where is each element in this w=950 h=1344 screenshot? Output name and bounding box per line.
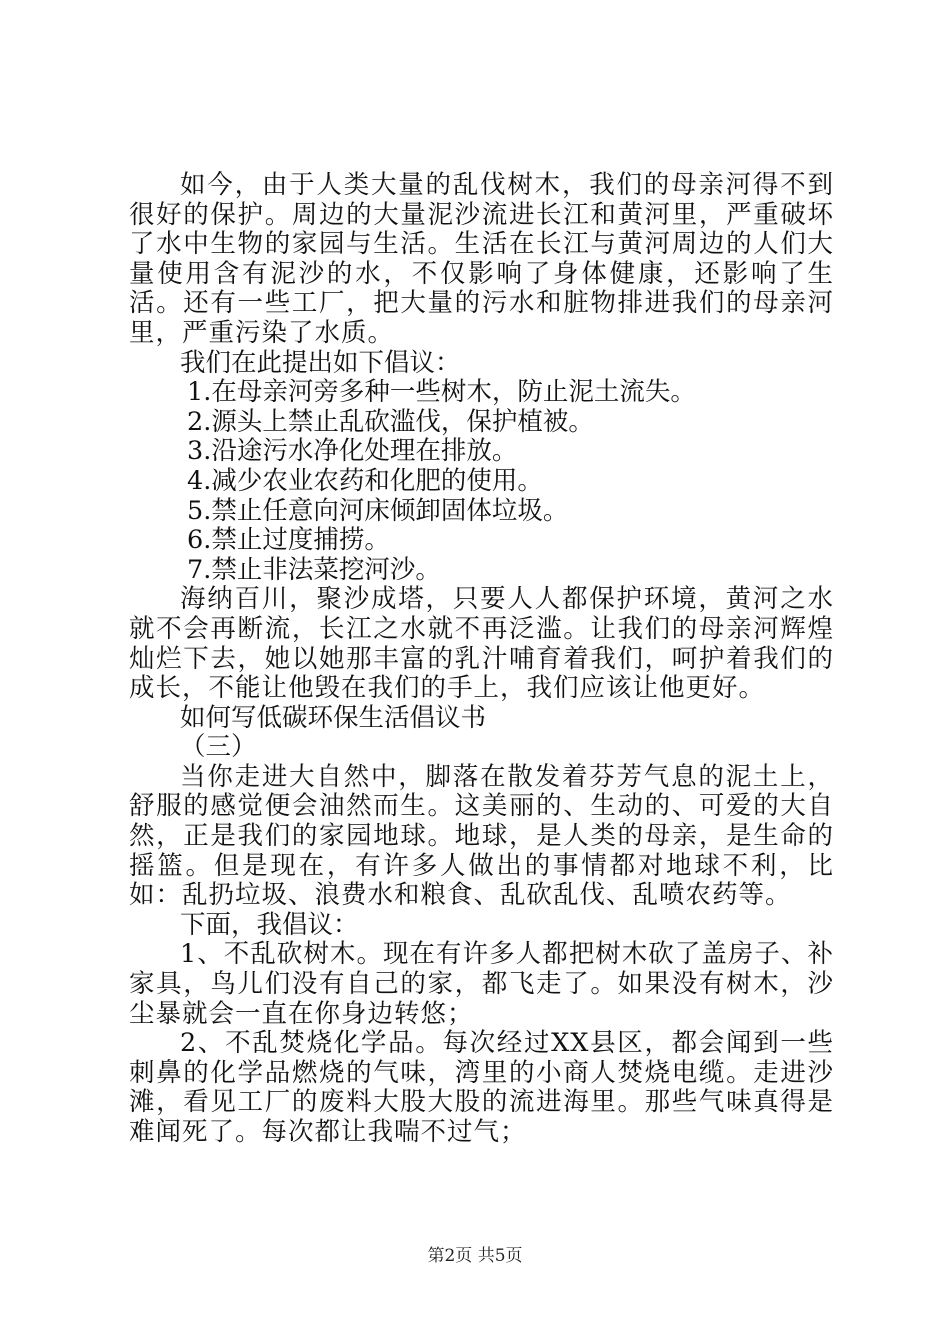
page-footer: 第2页 共5页 <box>427 1246 523 1266</box>
list-item: 7.禁止非法菜挖河沙。 <box>187 554 441 585</box>
paragraph-item-1: 1、不乱砍树木。现在有许多人都把树木砍了盖房子、补家具，鸟儿们没有自己的家，都飞走了。如果没有树木，沙尘暴就会一直在你身边转悠； <box>129 939 834 1029</box>
list-item: 1.在母亲河旁多种一些树木，防止泥土流失。 <box>187 377 696 408</box>
list-item: 5.禁止任意向河床倾卸固体垃圾。 <box>187 495 569 526</box>
paragraph-conclusion: 海纳百川，聚沙成塔，只要人人都保护环境，黄河之水就不会再断流，长江之水就不再泛滥。让我们的母亲河辉煌灿烂下去，她以她那丰富的乳汁哺育着我们，呵护着我们的成长，不能让他毁在我们的手上，我们应该让他更好。 <box>129 584 834 704</box>
paragraph-mother-river: 如今，由于人类大量的乱伐树木，我们的母亲河得不到很好的保护。周边的大量泥沙流进长江和黄河里，严重破坏了水中生物的家园与生活。生活在长江与黄河周边的人们大量使用含有泥沙的水，不仅影响了身体健康，还影响了生活。还有一些工厂，把大量的污水和脏物排进我们的母亲河里，严重污染了水质。 <box>129 170 834 348</box>
paragraph-nature: 当你走进大自然中，脚落在散发着芬芳气息的泥土上，舒服的感觉便会油然而生。这美丽的、生动的、可爱的大自然，正是我们的家园地球。地球，是人类的母亲，是生命的摇篮。但是现在，有许多人做出的事情都对地球不利，比如：乱扔垃圾、浪费水和粮食、乱砍乱伐、乱喷农药等。 <box>129 761 834 911</box>
list-item: 2.源头上禁止乱砍滥伐，保护植被。 <box>187 406 594 437</box>
list-item: 6.禁止过度捕捞。 <box>187 525 390 556</box>
list-item: 4.减少农业农药和化肥的使用。 <box>187 465 543 496</box>
paragraph-item-2: 2、不乱焚烧化学品。每次经过XX县区，都会闻到一些刺鼻的化学品燃烧的气味，湾里的小商人焚烧电缆。走进沙滩，看见工厂的废料大股大股的流进海里。那些气味真得是难闻死了。每次都让我喘不过气； <box>129 1028 834 1147</box>
section-title: 如何写低碳环保生活倡议书 <box>180 702 487 733</box>
document-body <box>129 171 834 1148</box>
proposal-intro-2: 下面，我倡议： <box>180 909 359 940</box>
section-number: （三） <box>180 732 257 763</box>
proposal-intro: 我们在此提出如下倡议： <box>180 347 461 378</box>
list-item: 3.沿途污水净化处理在排放。 <box>187 436 518 467</box>
